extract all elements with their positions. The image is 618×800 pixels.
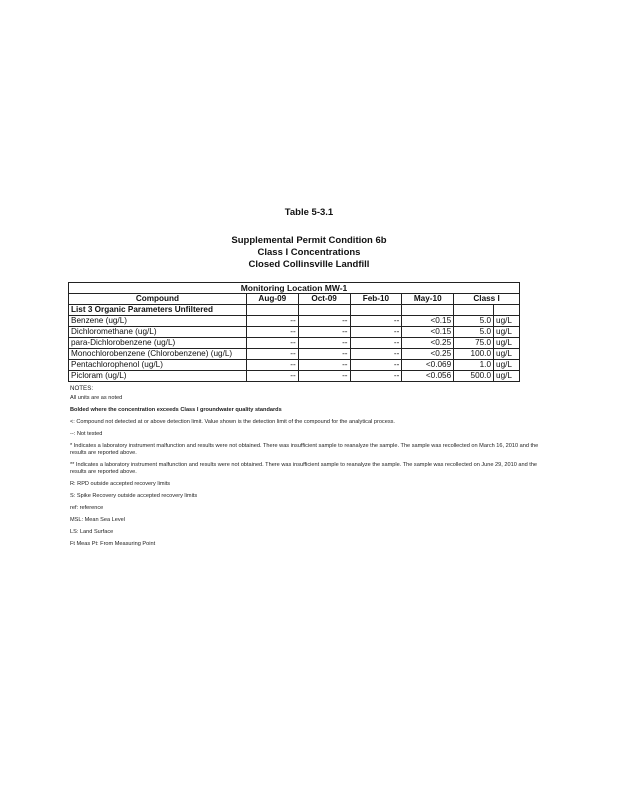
subtitle-line-2: Class I Concentrations: [257, 247, 361, 258]
table-row: [69, 371, 520, 382]
value-cell: --: [350, 327, 402, 338]
subtitle-line-1: Supplemental Permit Condition 6b: [231, 235, 387, 246]
compound-name: Dichloromethane (ug/L): [69, 327, 247, 338]
value-cell: --: [350, 338, 402, 349]
class-value: 5.0: [454, 327, 494, 338]
value-cell: <0.069: [402, 360, 454, 371]
class-unit: ug/L: [494, 360, 520, 371]
note-asterisk: * Indicates a laboratory instrument malfunction and results were not obtained. There was insufficient sample to reanalyze the sample. The sample was recollected on March 16, 2010 and the results are reported above.: [70, 443, 539, 456]
value-cell: --: [298, 371, 350, 382]
class-value: 75.0: [454, 338, 494, 349]
date-header: May-10: [402, 294, 454, 305]
value-cell: <0.15: [402, 327, 454, 338]
class-header: Class I: [454, 294, 520, 305]
value-cell: <0.25: [402, 349, 454, 360]
note-ft-meas: Ft Meas Pt: From Measuring Point: [70, 541, 156, 547]
location-header-row: [69, 283, 520, 294]
value-cell: --: [298, 338, 350, 349]
concentrations-table: [68, 282, 520, 382]
class-unit: ug/L: [494, 371, 520, 382]
value-cell: --: [246, 371, 298, 382]
table-number: Table 5-3.1: [284, 207, 334, 218]
compound-name: Monochlorobenzene (Chlorobenzene) (ug/L): [69, 349, 247, 360]
value-cell: --: [298, 316, 350, 327]
note-ref: ref: reference: [70, 505, 104, 511]
note-r: R: RPD outside accepted recovery limits: [70, 481, 171, 487]
compound-name: Picloram (ug/L): [69, 371, 247, 382]
note-less-than: <: Compound not detected at or above detection limit. Value shown is the detection limit of the compound for the analytical process.: [70, 419, 395, 425]
notes-heading: NOTES:: [70, 385, 94, 392]
column-header-row: [69, 294, 520, 305]
value-cell: <0.056: [402, 371, 454, 382]
class-unit: ug/L: [494, 327, 520, 338]
date-header: Aug-09: [246, 294, 298, 305]
compound-header: Compound: [69, 294, 247, 305]
compound-name: Pentachlorophenol (ug/L): [69, 360, 247, 371]
note-units: All units are as noted: [70, 395, 123, 401]
value-cell: --: [246, 338, 298, 349]
group-row: [69, 305, 520, 316]
value-cell: <0.25: [402, 338, 454, 349]
class-value: 5.0: [454, 316, 494, 327]
date-header: Oct-09: [298, 294, 350, 305]
table-subtitle: [0, 235, 618, 271]
subtitle-line-3: Closed Collinsville Landfill: [248, 259, 370, 270]
value-cell: --: [350, 316, 402, 327]
note-bolded: Bolded where the concentration exceeds Class I groundwater quality standards: [70, 407, 282, 413]
note-not-tested: --: Not tested: [70, 431, 103, 437]
table-row: [69, 338, 520, 349]
value-cell: --: [246, 349, 298, 360]
value-cell: --: [246, 327, 298, 338]
table-row: [69, 360, 520, 371]
note-double-asterisk: ** Indicates a laboratory instrument malfunction and results were not obtained. There was insufficient sample to reanalyze the sample. The sample was recollected on June 29, 2010 and the results are reported above.: [70, 462, 538, 475]
value-cell: --: [298, 349, 350, 360]
class-unit: ug/L: [494, 316, 520, 327]
value-cell: --: [298, 327, 350, 338]
class-value: 1.0: [454, 360, 494, 371]
location-header: Monitoring Location MW-1: [69, 283, 520, 294]
value-cell: --: [246, 360, 298, 371]
value-cell: --: [350, 371, 402, 382]
class-unit: ug/L: [494, 349, 520, 360]
notes-section: [70, 385, 540, 553]
note-msl: MSL: Mean Sea Level: [70, 517, 126, 523]
value-cell: <0.15: [402, 316, 454, 327]
table-row: [69, 327, 520, 338]
class-unit: ug/L: [494, 338, 520, 349]
value-cell: --: [246, 316, 298, 327]
value-cell: --: [350, 360, 402, 371]
table-row: [69, 316, 520, 327]
group-label: List 3 Organic Parameters Unfiltered: [69, 305, 247, 316]
value-cell: --: [298, 360, 350, 371]
compound-name: para-Dichlorobenzene (ug/L): [69, 338, 247, 349]
value-cell: --: [350, 349, 402, 360]
note-ls: LS: Land Surface: [70, 529, 114, 535]
class-value: 500.0: [454, 371, 494, 382]
date-header: Feb-10: [350, 294, 402, 305]
compound-name: Benzene (ug/L): [69, 316, 247, 327]
note-s: S: Spike Recovery outside accepted recovery limits: [70, 493, 198, 499]
class-value: 100.0: [454, 349, 494, 360]
table-row: [69, 349, 520, 360]
